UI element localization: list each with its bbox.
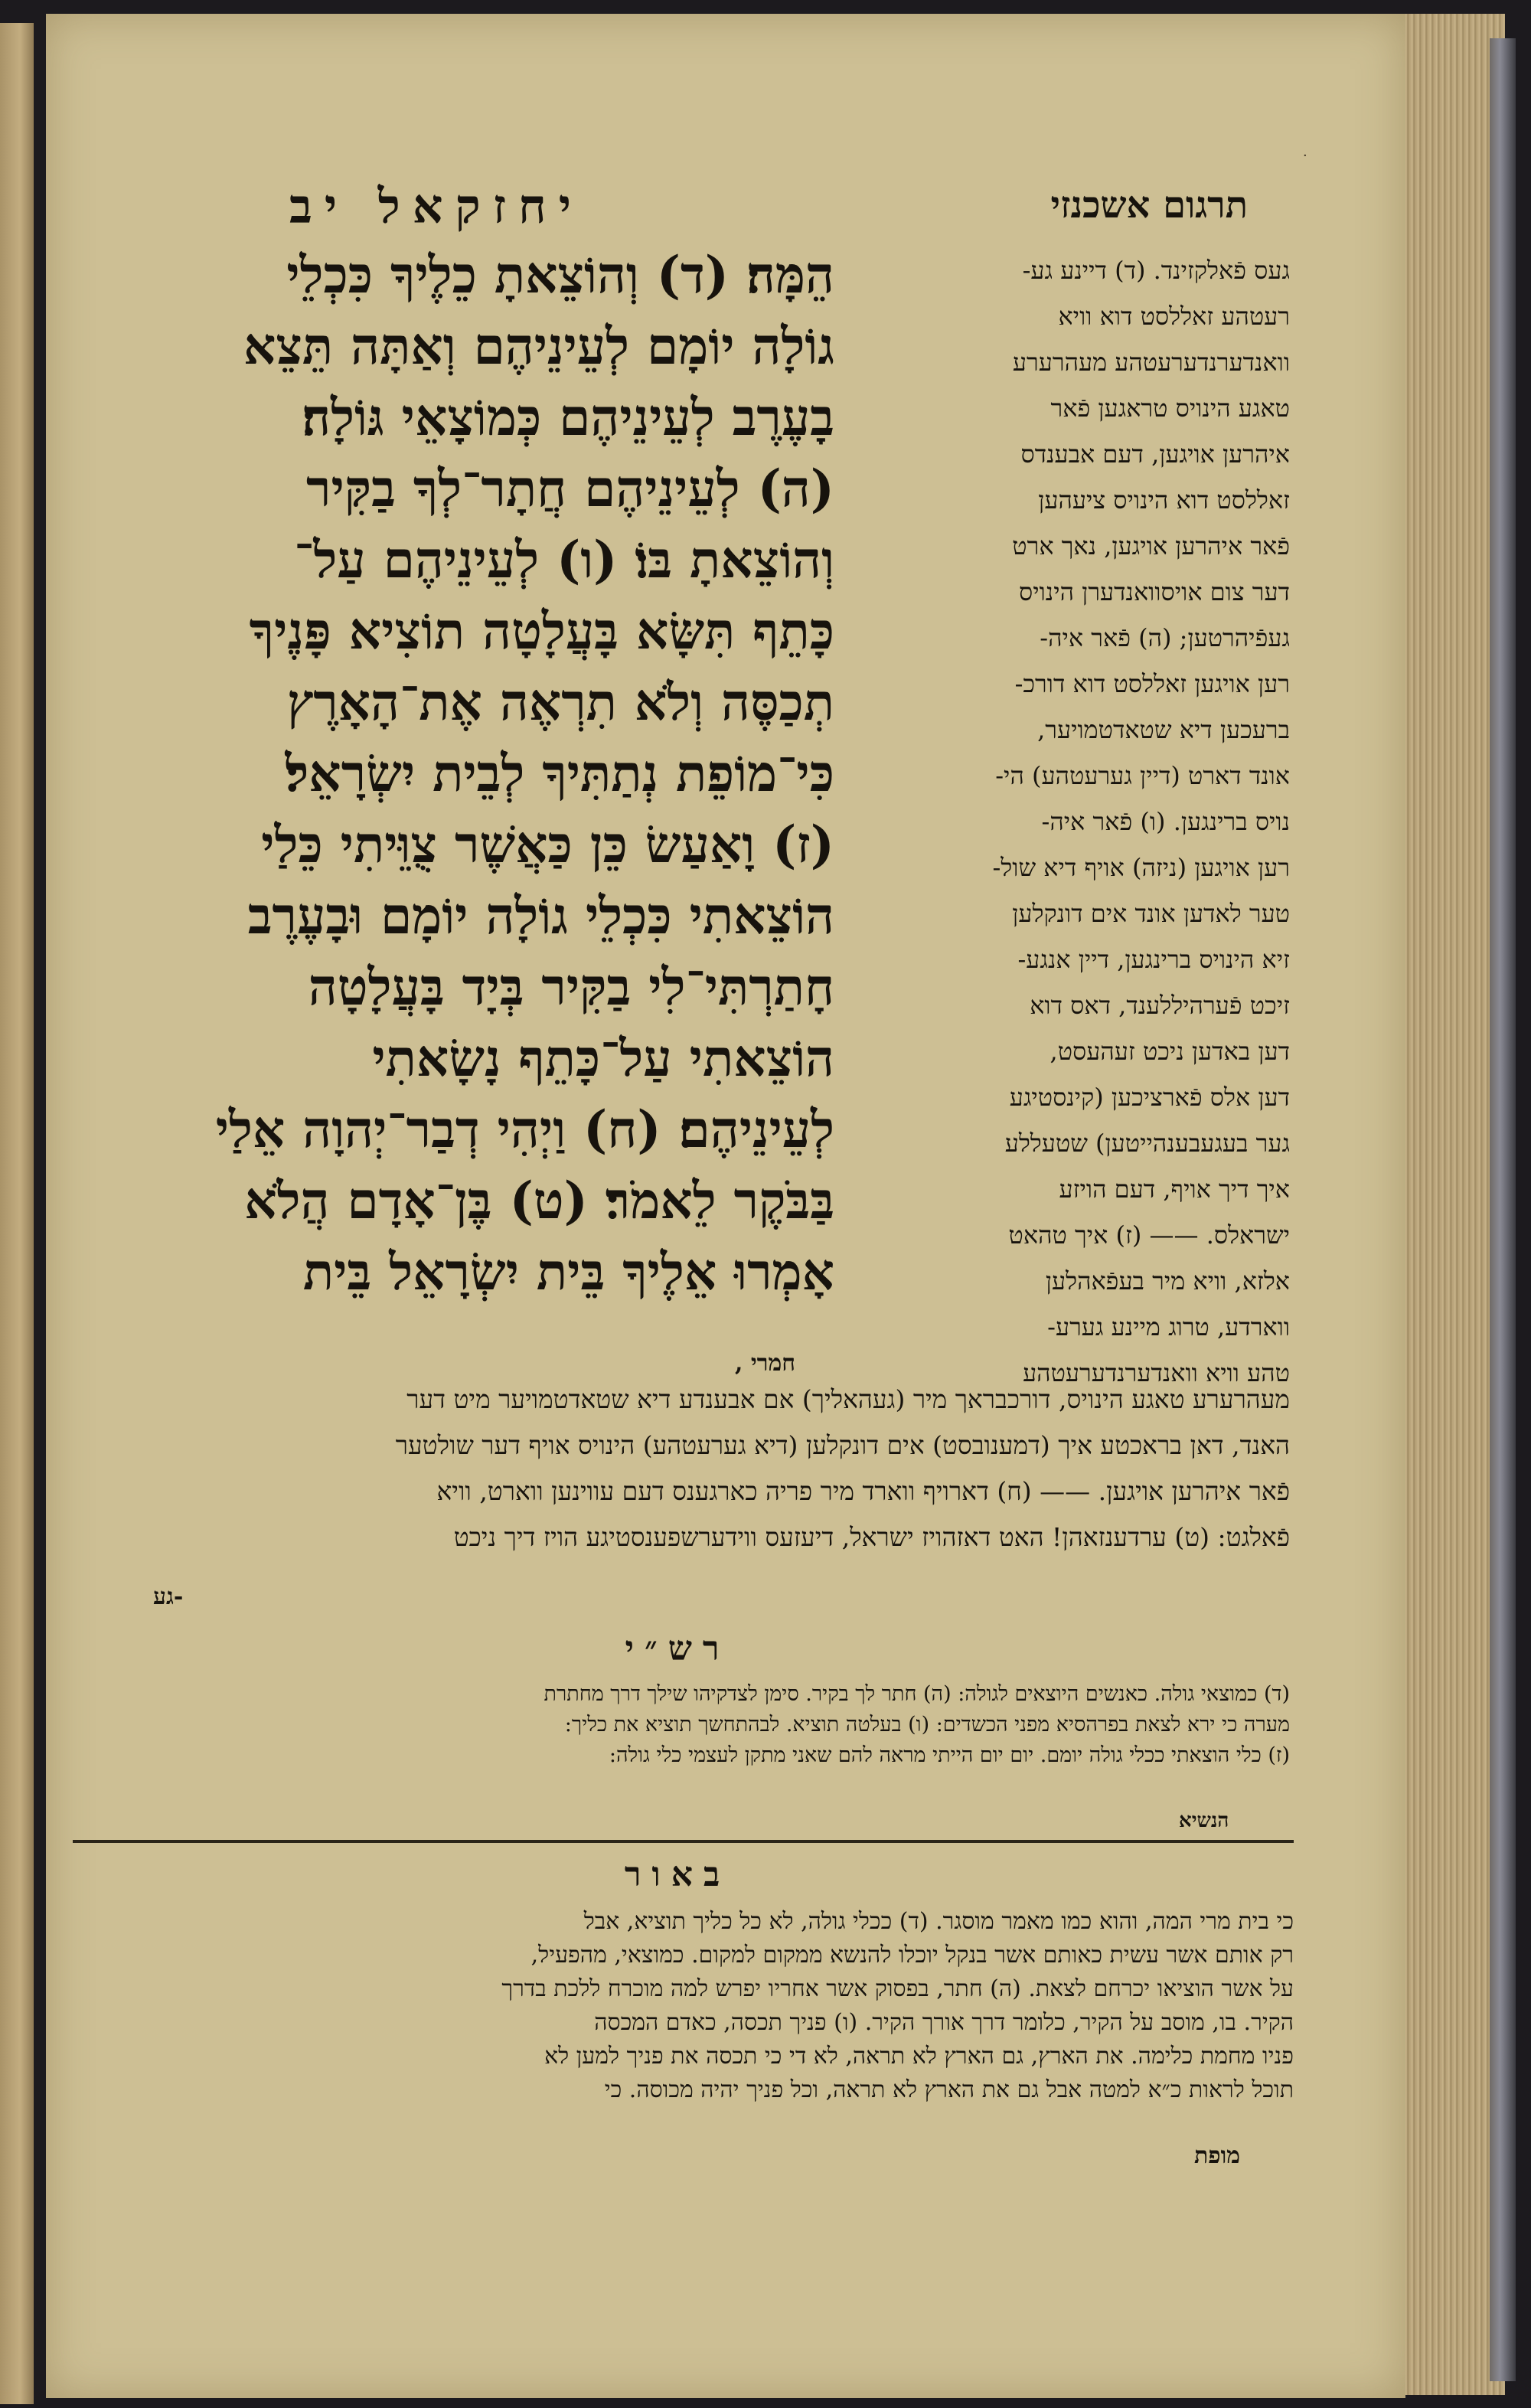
- targum-line: פֿאר איהרען אויגען, נאך ארט: [1012, 531, 1290, 560]
- main-text-line: (ז) וָאַעַשׂ כֵּן כַּאֲשֶׁר צֻוֵּיתִי כֵּלַי: [261, 815, 834, 874]
- rashi-catchword: הנשיא: [1179, 1809, 1229, 1832]
- targum-line: ווארדע, טרוג מיינע גערע-: [1047, 1312, 1290, 1341]
- targum-line: טאגע הינויס טראגען פֿאר: [1050, 394, 1290, 423]
- targum-line: ישראלס. —— (ז) איך טהאט: [1008, 1220, 1290, 1250]
- targum-column: [831, 247, 1290, 1396]
- main-text-line: בָעֶרֶב לְעֵינֵיהֶם כְּמוֹצָאֵי גּוֹלָה׃: [302, 387, 834, 447]
- targum-line: דען אלס פֿארציכען (קינסטיגע: [1009, 1083, 1290, 1112]
- biur-heading: באור: [624, 1855, 731, 1894]
- targum-line: וואנדערנדערעטהע מעהרערע: [1012, 348, 1290, 377]
- main-text-line: גוֹלָה יוֹמָם לְעֵינֵיהֶם וְאַתָּה תֵּצֵא: [243, 316, 834, 376]
- main-text-line: הֵמָּה׃ (ד) וְהוֹצֵאתָ כֵלֶיךָ כִּכְלֵי: [286, 245, 834, 305]
- running-head-targum: תרגום אשכנזי: [1050, 184, 1248, 227]
- main-text-line: הוֹצֵאתִי עַל־כָּתֵף נָשָׂאתִי: [372, 1028, 834, 1088]
- main-hebrew-text: [69, 240, 834, 1308]
- main-catchword: חמרי ,: [735, 1350, 796, 1377]
- biur-catchword: מופת: [1194, 2142, 1241, 2169]
- targum-line: טהע וויא וואנדערנדערעטהע: [1023, 1358, 1290, 1387]
- rashi-line: (ד) כמוצאי גולה. כאנשים היוצאים לגולה: (ה) חתר לך בקיר. סימן לצדקיהו שילך דרך מחתרת: [544, 1682, 1290, 1706]
- biur-line: על אשר הוציאו יכרחם לצאת. (ה) חתר, בפסוק אשר אחריו יפרש למה מוכרח ללכת בדרך: [501, 1975, 1294, 2002]
- main-text-line: תְכַסֶּה וְלֹא תִרְאֶה אֶת־הָאָרֶץ: [286, 672, 834, 732]
- targum-line: זיא הינויס ברינגען, דיין אנגע-: [1017, 945, 1290, 974]
- targum-full-width: [69, 1377, 1290, 1560]
- biur-line: רק אותם אשר עשית כאותם אשר בנקל יוכלו להנשא ממקום למקום. כמוצאי, מהפעיל,: [530, 1942, 1294, 1969]
- rashi-heading: רש״י: [625, 1629, 730, 1668]
- targum-full-line: פֿאלגט: (ט) ערדענזאהן! האט דאזהויז ישראל, דיעזעס ווידערשפענסטיגע הויז דיך ניכט: [453, 1522, 1290, 1552]
- targum-line: זיכט פֿערהיללענד, דאס דוא: [1030, 991, 1290, 1020]
- targum-line: דער צום אויסוואנדערן הינויס: [1019, 577, 1290, 606]
- left-page-edge: [0, 23, 34, 2404]
- rashi-commentary: [73, 1679, 1290, 1771]
- biur-line: כי בית מרי המה, והוא כמו מאמר מוסגר. (ד) ככלי גולה, לא כל כליך תוציא, אבל: [583, 1908, 1294, 1935]
- targum-line: איך דיך אויף, דעם הויזע: [1059, 1175, 1290, 1204]
- main-text-line: אָמְרוּ אֵלֶיךָ בֵּית יִשְׂרָאֵל בֵּית: [302, 1242, 834, 1302]
- divider-rule: [73, 1840, 1294, 1843]
- book-page: [46, 14, 1405, 2398]
- targum-line: רען אויגען (ניזה) אויף דיא שול-: [992, 853, 1290, 882]
- main-text-line: בַּבֹּקֶר לֵאמֹר׃ (ט) בֶּן־אָדָם הֲלֹא: [244, 1171, 834, 1230]
- targum-line: אלזא, וויא מיר בעפֿאהלען: [1045, 1266, 1290, 1295]
- rashi-line: (ז) כלי הוצאתי ככלי גולה יומם. יום יום הייתי מראה להם שאני מתקן לעצמי כלי גולה:: [609, 1743, 1290, 1767]
- targum-line: איהרען אויגען, דעם אבענדס: [1020, 439, 1290, 469]
- targum-line: זאללסט דוא הינויס ציעהען: [1038, 485, 1290, 515]
- main-text-line: חָתַרְתִּי־לִי בַקִּיר בְּיָד בָּעֲלָטָה: [308, 957, 834, 1017]
- targum-line: רען אויגען זאללסט דוא דורכ-: [1014, 669, 1290, 698]
- main-text-line: הוֹצֵאתִי כִּכְלֵי גוֹלָה יוֹמָם וּבָעֶרֶב: [247, 886, 834, 946]
- targum-line: אונד דארט (דיין גערעטהע) הי-: [995, 761, 1290, 790]
- book-cover-edge: [1490, 38, 1516, 2381]
- biur-line: הקיר. בו, מוסב על הקיר, כלומר דרך אורך הקיר. (ו) פניך תכסה, כאדם המכסה: [594, 2009, 1294, 2036]
- page-stack-edges: [1398, 14, 1505, 2395]
- targum-line: רעטהע זאללסט דוא וויא: [1058, 302, 1290, 331]
- targum-line: געפֿיהרטען; (ה) פֿאר איה-: [1040, 623, 1290, 652]
- targum-line: דען באדען ניכט זעהעסט,: [1050, 1037, 1290, 1066]
- targum-full-line: פֿאר איהרען אויגען. —— (ח) דארויף ווארד מיר פריה כארגענס דעם עווינען ווארט, וויא: [436, 1476, 1290, 1506]
- running-head-book: יחזקאל יב: [289, 178, 583, 234]
- biur-line: פניו מחמת כלימה. את הארץ, גם הארץ לא תראה, לא די כי תכסה את פניך למען לא: [544, 2043, 1294, 2070]
- main-text-line: (ה) לְעֵינֵיהֶם חֲתָר־לְךָ בַקִּיר: [306, 459, 834, 518]
- rashi-line: מערה כי ירא לצאת בפרהסיא מפני הכשדים: (ו) בעלטה תוציא. לבהתחשך תוציא את כליך:: [564, 1713, 1290, 1737]
- targum-full-line: האנד, דאן בראכטע איך (דמענובסט) אים דונקלען (דיא גערעטהע) הינויס אויף דער שולטער: [395, 1430, 1290, 1460]
- targum-line: נויס ברינגען. (ו) פֿאר איה-: [1041, 807, 1290, 836]
- targum-line: טער לאדען אונד אים דונקלען: [1012, 899, 1290, 928]
- main-text-line: כָּתֵף תִּשָּׂא בָּעֲלָטָה תוֹצִיא פָּנֶיךָ: [249, 601, 834, 661]
- page-spot: ·: [1303, 148, 1307, 164]
- targum-catchword: גע-: [153, 1583, 184, 1610]
- main-text-line: כִּי־מוֹפֵת נְתַתִּיךָ לְבֵית יִשְׂרָאֵל׃: [285, 743, 834, 803]
- targum-line: געס פֿאלקזינד. (ד) דיינע גע-: [1022, 256, 1290, 285]
- targum-line: ברעכען דיא שטאדטמויער,: [1037, 715, 1290, 744]
- targum-line: גער בעגעבענהייטען) שטעללע: [1004, 1129, 1290, 1158]
- targum-full-line: מעהרערע טאגע הינויס, דורכבראך מיר (געהאליך) אם אבענדע דיא שטאדטמויער מיט דער: [406, 1384, 1290, 1414]
- main-text-line: לְעֵינֵיהֶם׃ (ח) וַיְהִי דְבַר־יְהוָה אֵלַי: [215, 1099, 834, 1159]
- biur-commentary: [73, 1905, 1294, 2107]
- main-text-line: וְהוֹצֵאתָ בּוֹ׃ (ו) לְעֵינֵיהֶם עַל־: [294, 530, 834, 590]
- biur-line: תוכל לראות כ״א למטה אבל גם את הארץ לא תראה, וכל פניך יהיה מכוסה. כי: [604, 2076, 1294, 2103]
